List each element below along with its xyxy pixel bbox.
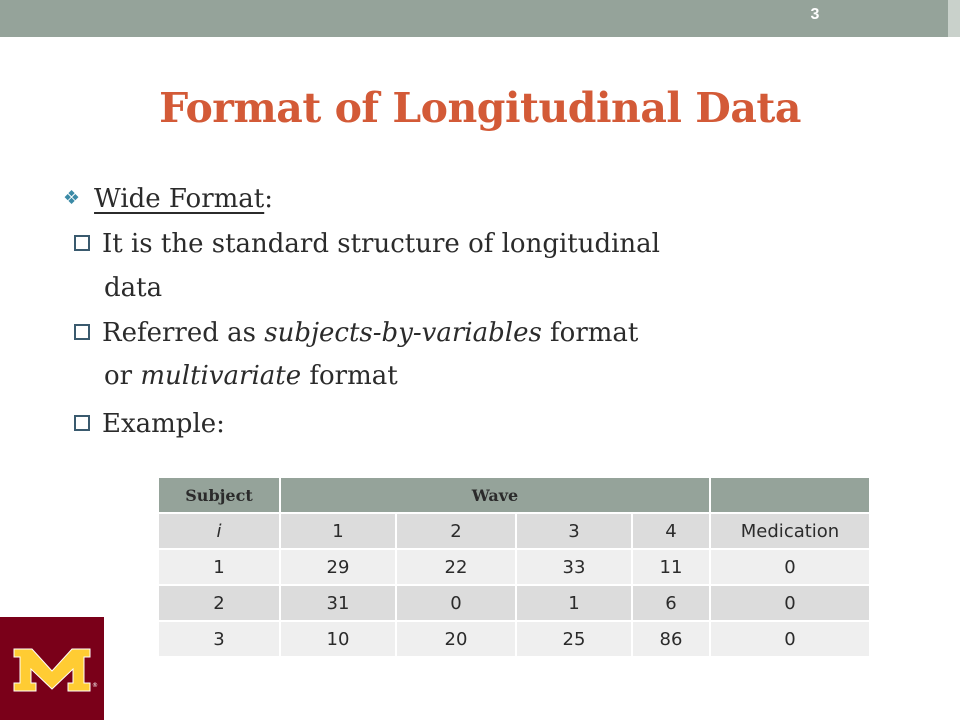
table-cell: 31 (280, 585, 396, 621)
sub-bullet-2-part2: format (541, 318, 639, 348)
table-cell: 2 (158, 585, 280, 621)
sub-bullet-2-part1: Referred as (102, 318, 265, 348)
table-cell: 3 (158, 621, 280, 657)
svg-text:®: ® (92, 682, 98, 689)
table-cell: 22 (396, 549, 516, 585)
table-header-blank (710, 477, 870, 513)
table-cell: 0 (710, 585, 870, 621)
sub-bullet-2-line2 (104, 356, 398, 396)
university-m-logo-icon (12, 649, 96, 691)
table-row (158, 621, 870, 657)
table-row (158, 585, 870, 621)
table-header-wave: Wave (280, 477, 710, 513)
table-cell: 0 (710, 549, 870, 585)
table-cell: 25 (516, 621, 632, 657)
sub-bullet-2-line2-part2: format (301, 361, 398, 391)
sub-bullet-2-italic: subjects-by-variables (264, 318, 542, 348)
table-cell: 20 (396, 621, 516, 657)
table-header-subject: Subject (158, 477, 280, 513)
sub-bullet-1-line1: It is the standard structure of longitudinal (102, 229, 660, 259)
diamond-bullet-icon: ❖ (63, 187, 81, 209)
table-row (158, 549, 870, 585)
table-subheader-row (158, 513, 870, 549)
table-cell: 10 (280, 621, 396, 657)
table-cell: 0 (710, 621, 870, 657)
sub-bullet-2-line2-italic: multivariate (140, 361, 302, 391)
table-cell: 4 (632, 513, 710, 549)
sub-bullet-3: Example: (102, 409, 225, 439)
table-cell: 6 (632, 585, 710, 621)
bullet-wide-format (63, 178, 273, 219)
example-data-table (157, 476, 871, 658)
university-logo (0, 617, 104, 720)
table-cell: 11 (632, 549, 710, 585)
slide-number: 3 (810, 6, 820, 23)
table-cell: 1 (280, 513, 396, 549)
table-cell: 29 (280, 549, 396, 585)
sub-bullet-1-line2: data (104, 273, 163, 303)
table-cell: Medication (710, 513, 870, 549)
table-cell: 0 (396, 585, 516, 621)
table-cell: 33 (516, 549, 632, 585)
sub-bullet-example (74, 404, 225, 444)
square-bullet-icon (74, 235, 90, 251)
sub-bullet-2-line2-part1: or (104, 361, 141, 391)
sub-bullet-referred-as (74, 313, 638, 353)
wide-format-label: Wide Format (94, 184, 265, 214)
table-cell: 1 (516, 585, 632, 621)
top-bar-accent (948, 0, 960, 37)
table-header-row (158, 477, 870, 513)
slide-title: Format of Longitudinal Data (159, 84, 801, 132)
table-cell: i (158, 513, 280, 549)
wide-format-colon: : (264, 184, 273, 214)
square-bullet-icon (74, 324, 90, 340)
table-cell: 3 (516, 513, 632, 549)
table-cell: 2 (396, 513, 516, 549)
sub-bullet-standard-structure (74, 224, 660, 264)
square-bullet-icon (74, 415, 90, 431)
table-cell: 86 (632, 621, 710, 657)
table-cell: 1 (158, 549, 280, 585)
